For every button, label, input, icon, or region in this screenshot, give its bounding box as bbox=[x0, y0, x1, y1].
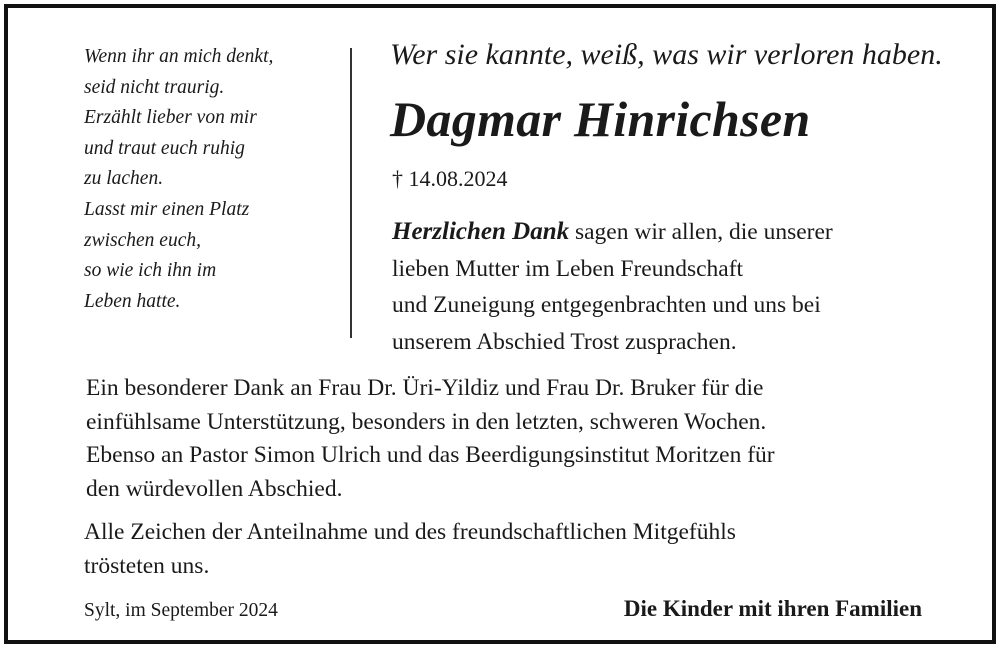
thanks-paragraph bbox=[392, 214, 833, 360]
special-thanks-line: Ein besonderer Dank an Frau Dr. Üri-Yildiz und Frau Dr. Bruker für die bbox=[86, 375, 764, 401]
poem-line: zu lachen. bbox=[84, 168, 164, 190]
death-date-value: 14.08.2024 bbox=[408, 166, 508, 191]
deceased-name: Dagmar Hinrichsen bbox=[390, 91, 811, 147]
special-thanks-line: Ebenso an Pastor Simon Ulrich und das Beerdigungsinstitut Moritzen für bbox=[86, 442, 775, 468]
poem-line: Wenn ihr an mich denkt, bbox=[84, 46, 274, 67]
poem-line: seid nicht traurig. bbox=[84, 76, 225, 98]
poem-line: Lasst mir einen Platz bbox=[84, 198, 250, 220]
vertical-divider bbox=[350, 48, 352, 338]
obituary-notice bbox=[4, 4, 996, 644]
special-thanks-line: einfühlsame Unterstützung, besonders in den letzten, schweren Wochen. bbox=[86, 408, 767, 435]
thanks-line bbox=[392, 214, 833, 251]
cross-icon: † bbox=[392, 166, 403, 191]
special-thanks-line: den würdevollen Abschied. bbox=[86, 475, 343, 502]
sympathy-line: Alle Zeichen der Anteilnahme und des freundschaftlichen Mitgefühls bbox=[84, 519, 736, 545]
motto-heading: Wer sie kannte, weiß, was wir verloren haben. bbox=[390, 38, 943, 71]
poem-line: Leben hatte. bbox=[84, 290, 181, 312]
poem-line: und traut euch ruhig bbox=[84, 137, 245, 159]
thanks-line: und Zuneigung entgegenbrachten und uns bei bbox=[392, 292, 821, 318]
sympathy-line: trösteten uns. bbox=[84, 553, 210, 579]
thanks-line: lieben Mutter im Leben Freundschaft bbox=[392, 255, 744, 282]
thanks-first-line-rest: sagen wir allen, die unserer bbox=[569, 219, 833, 245]
poem-line: Erzählt lieber von mir bbox=[84, 107, 257, 129]
death-date bbox=[392, 166, 508, 192]
special-thanks-paragraph bbox=[86, 372, 775, 506]
family-signature: Die Kinder mit ihren Familien bbox=[623, 596, 922, 621]
poem-line: so wie ich ihn im bbox=[84, 260, 217, 282]
thanks-line: unserem Abschied Trost zusprachen. bbox=[392, 328, 737, 355]
sympathy-paragraph bbox=[84, 515, 736, 583]
place-and-date: Sylt, im September 2024 bbox=[84, 600, 278, 621]
memorial-poem bbox=[84, 42, 324, 317]
poem-line: zwischen euch, bbox=[84, 229, 201, 251]
thanks-lead: Herzlichen Dank bbox=[392, 218, 570, 245]
